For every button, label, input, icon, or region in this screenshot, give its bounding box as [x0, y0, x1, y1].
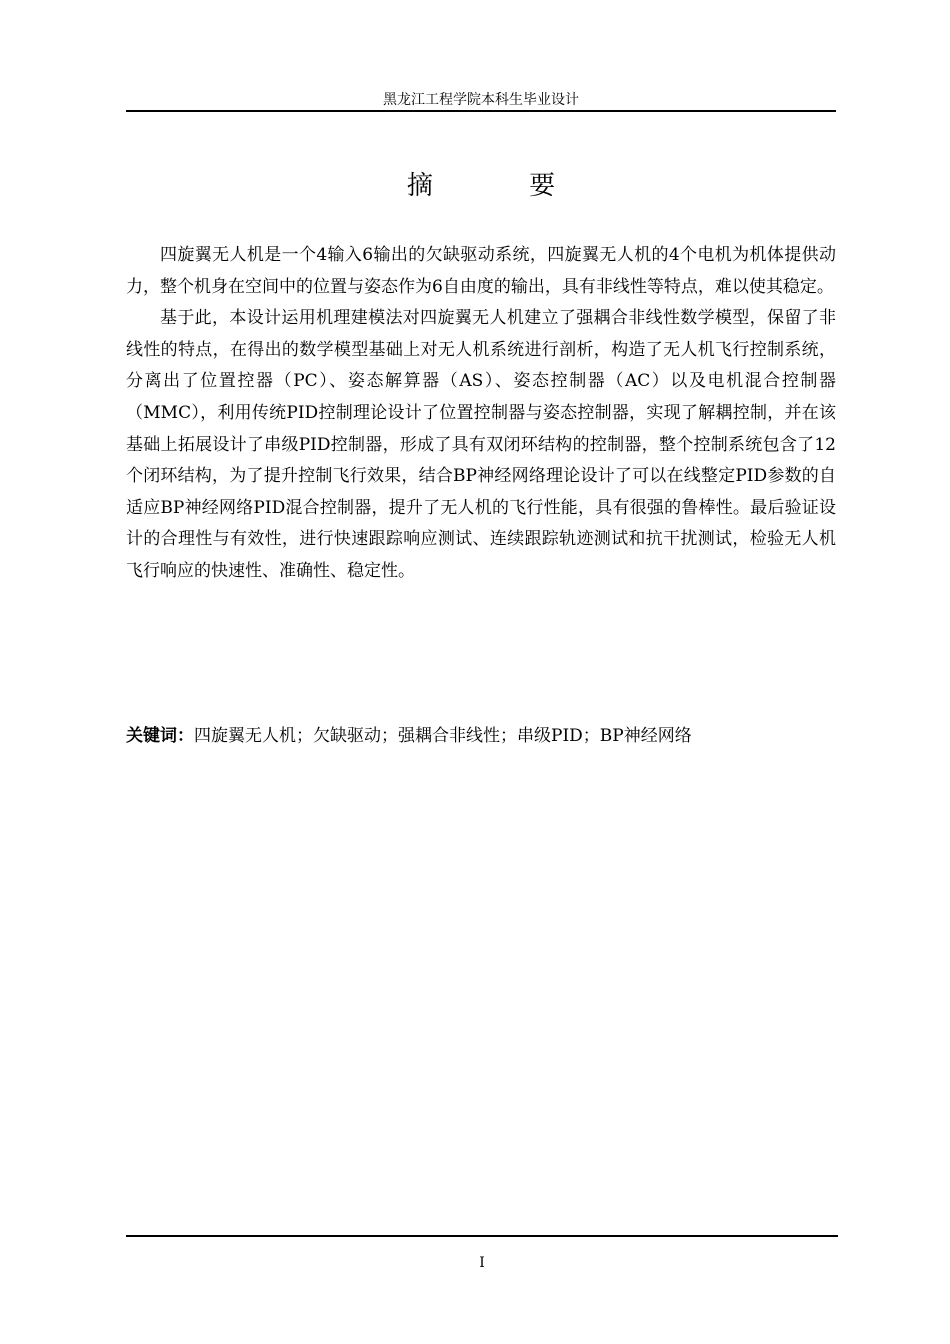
abstract-paragraph-2: 基于此，本设计运用机理建模法对四旋翼无人机建立了强耦合非线性数学模型，保留了非线性的特点，在得出的数学模型基础上对无人机系统进行剖析，构造了无人机飞行控制系统，分离出了位置控器（PC）、姿态解算器（AS）、姿态控制器（AC）以及电机混合控制器（MMC），利用传统PID控制理论设计了位置控制器与姿态控制器，实现了解耦控制，并在该基础上拓展设计了串级PID控制器，形成了具有双闭环结构的控制器，整个控制系统包含了12个闭环结构，为了提升控制飞行效果，结合BP神经网络理论设计了可以在线整定PID参数的自适应BP神经网络PID混合控制器，提升了无人机的飞行性能，具有很强的鲁棒性。最后验证设计的合理性与有效性，进行快速跟踪响应测试、连续跟踪轨迹测试和抗干扰测试，检验无人机飞行响应的快速性、准确性、稳定性。 — [126, 308, 836, 581]
abstract-title: 摘 要 — [406, 171, 600, 201]
footer-rule — [126, 1235, 838, 1237]
keywords-text: 四旋翼无人机；欠缺驱动；强耦合非线性；串级PID；BP神经网络 — [194, 726, 692, 746]
abstract-paragraph-1: 四旋翼无人机是一个4输入6输出的欠缺驱动系统，四旋翼无人机的4个电机为机体提供动力，整个机身在空间中的位置与姿态作为6自由度的输出，具有非线性等特点，难以使其稳定。 — [126, 245, 836, 297]
running-header: 黑龙江工程学院本科生毕业设计 — [383, 92, 579, 108]
keywords-line — [126, 722, 836, 750]
page-number: I — [479, 1255, 485, 1271]
header-rule — [126, 110, 836, 112]
abstract-body — [126, 240, 836, 588]
keywords-label: 关键词： — [126, 726, 194, 746]
